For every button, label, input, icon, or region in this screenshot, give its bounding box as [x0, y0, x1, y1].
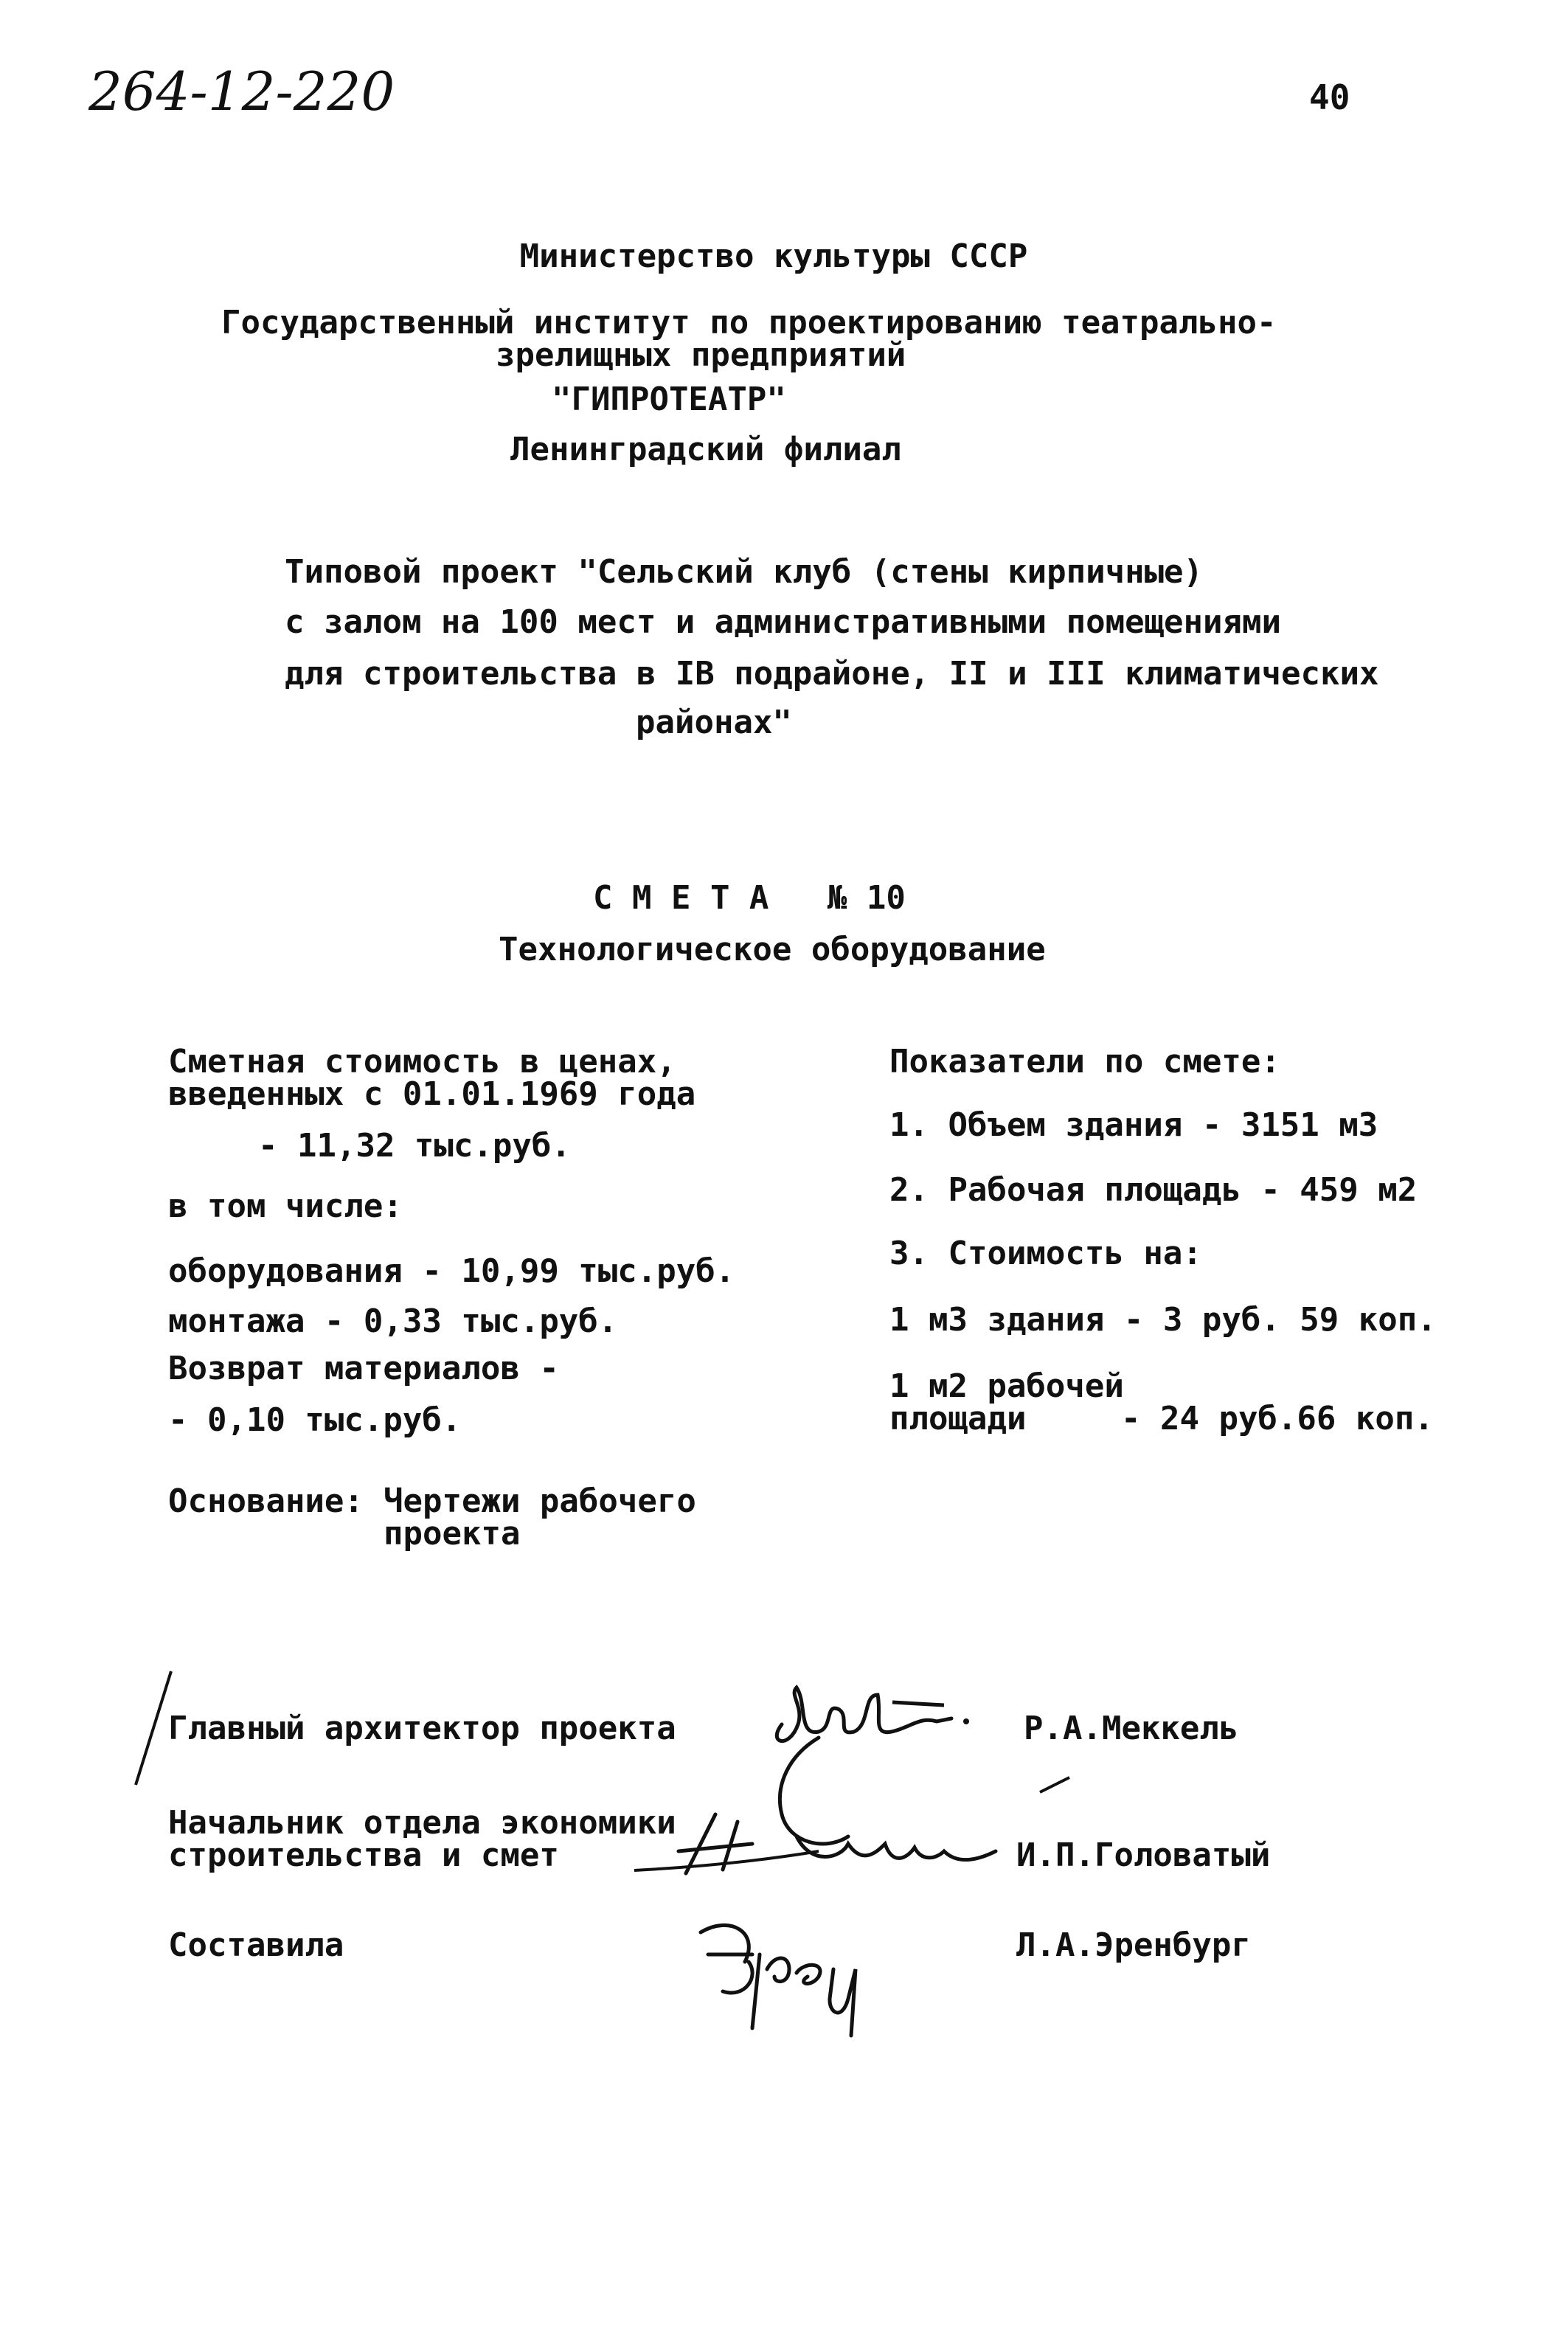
head-of-department-name: И.П.Головатый — [1016, 1836, 1271, 1874]
head-of-department-label-line2: строительства и смет — [168, 1836, 559, 1874]
branch-name: Ленинградский филиал — [510, 431, 901, 468]
project-line1: Типовой проект "Сельский клуб (стены кирпичные) — [285, 553, 1204, 591]
institute-line2: зрелищных предприятий — [496, 336, 906, 374]
estimate-title: С М Е Т А № 10 — [593, 879, 906, 917]
return-materials-label: Возврат материалов - — [168, 1350, 559, 1387]
page-number: 40 — [1309, 77, 1350, 117]
indicator-cost-per-m2-value: - 24 руб.66 коп. — [1121, 1400, 1434, 1437]
project-line3: для строительства в IВ подрайоне, II и III климатических — [285, 655, 1379, 693]
document-code: 264-12-220 — [89, 60, 395, 122]
including-label: в том числе: — [168, 1187, 403, 1225]
institute-short-name: "ГИПРОТЕАТР" — [552, 381, 786, 418]
compiled-by-name: Л.А.Эренбург — [1016, 1926, 1251, 1964]
head-of-department-label-line1: Начальник отдела экономики — [168, 1804, 676, 1842]
estimate-subtitle: Технологическое оборудование — [499, 931, 1046, 968]
indicator-cost-heading: 3. Стоимость на: — [889, 1235, 1202, 1272]
cost-total: - 11,32 тыс.руб. — [258, 1127, 571, 1165]
ministry-title: Министерство культуры СССР — [519, 237, 1028, 275]
indicator-volume: 1. Объем здания - 3151 м3 — [889, 1106, 1378, 1144]
institute-line1: Государственный институт по проектированию театрально- — [221, 304, 1277, 341]
indicator-cost-per-m2-line1: 1 м2 рабочей — [889, 1367, 1124, 1405]
indicator-cost-per-m2-label: площади — [889, 1400, 1027, 1437]
equipment-cost: оборудования - 10,99 тыс.руб. — [168, 1252, 735, 1290]
basis-label: Основание: — [168, 1482, 364, 1520]
return-materials-value: - 0,10 тыс.руб. — [168, 1401, 462, 1439]
indicators-heading: Показатели по смете: — [889, 1043, 1280, 1080]
cost-line1: Сметная стоимость в ценах, — [168, 1043, 676, 1080]
basis-line1: Чертежи рабочего — [384, 1482, 696, 1520]
chief-architect-label: Главный архитектор проекта — [168, 1710, 676, 1747]
cost-line2: введенных с 01.01.1969 года — [168, 1075, 696, 1113]
installation-cost: монтажа - 0,33 тыс.руб. — [168, 1302, 618, 1340]
indicator-work-area: 2. Рабочая площадь - 459 м2 — [889, 1171, 1418, 1209]
indicator-cost-per-m3: 1 м3 здания - 3 руб. 59 коп. — [889, 1301, 1437, 1339]
compiled-by-signature — [679, 1910, 870, 2043]
chief-architect-name: Р.А.Меккель — [1024, 1710, 1239, 1747]
compiled-by-label: Составила — [168, 1926, 344, 1964]
project-line4: районах" — [636, 704, 792, 741]
basis-line2: проекта — [384, 1515, 521, 1553]
project-line2: с залом на 100 мест и административными помещениями — [285, 603, 1282, 641]
